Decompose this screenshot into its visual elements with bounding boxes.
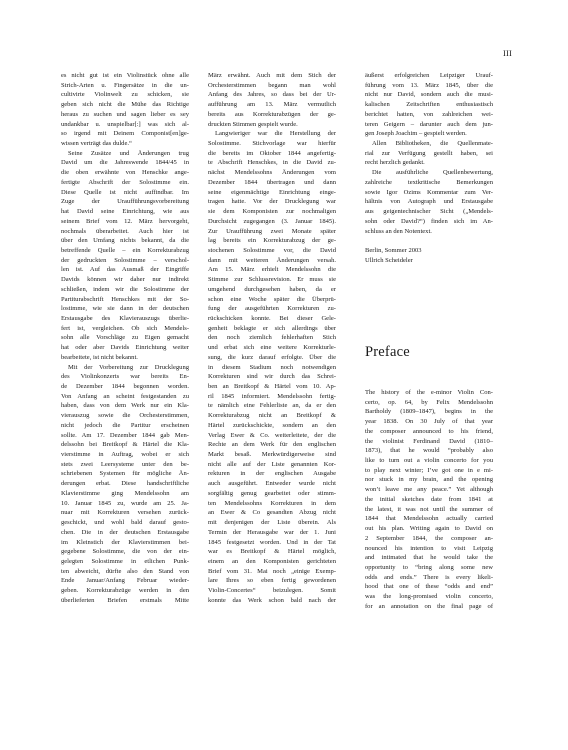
text-line: in diesem Stadium noch notwendigen (208, 363, 336, 371)
text-line: to play next winter; I’ve got one in e mi- (365, 466, 493, 474)
text-line: Zur Uraufführung zwei Monate später (208, 227, 336, 235)
text-line: hat oder aber Davids Einrichtung weiter (61, 344, 189, 352)
text-line: umgehend durchgesehen haben, da er (208, 285, 336, 293)
text-line: die oben erwähnte von Henschke ange- (61, 169, 189, 177)
text-line: Durchsicht zugegangen (3. Januar 1845). (208, 217, 336, 225)
text-line: tragen hatte. Vor der Drucklegung war (208, 198, 336, 206)
text-line: David um die Jahreswende 1844/45 in (61, 159, 189, 167)
text-line: es nicht gut ist ein Violinstück ohne alle (61, 72, 189, 79)
text-line: Bartholdy (1809–1847), begins in the (365, 408, 493, 416)
text-line: 1845 festgesetzt worden. Und in der Tat (208, 538, 336, 546)
text-line: rial zur Verfügung gestellt haben, sei (365, 149, 493, 157)
text-line: Termin der Herausgabe war der 1. Juni (208, 528, 336, 536)
text-line: vierauszug sowie die Orchesterstimmen, (61, 412, 189, 420)
text-line: lare Ihres so eben fertig gewordenen (208, 577, 336, 585)
text-line: äußerst erfolgreichen Leipziger Urauf- (365, 72, 493, 79)
text-line: won’t leave me any peace.” Yet although (365, 486, 493, 494)
text-line: undankbar u. unspielbar[:] was sich al- (61, 120, 189, 128)
text-line: sollte. Am 17. Dezember 1844 gab Men- (61, 431, 189, 439)
preface-heading: Preface (365, 344, 410, 360)
text-line: fertigte Abschrift der Solostimme ein. (61, 178, 189, 186)
text-line: Härtel zurückschickte, sondern an den (208, 421, 336, 429)
text-line: out his plan. Writing again to David on (365, 525, 493, 533)
text-line: and intimated that he would take the (365, 554, 493, 562)
text-line: Am 15. März erhielt Mendelssohn die (208, 266, 336, 274)
text-line: konnte das Werk schon bald nach der (208, 596, 336, 604)
text-line: im Kleinstich der Klavierstimmen bei- (61, 538, 189, 546)
text-line: seine eigenmächtige Einrichtung einge- (208, 188, 336, 196)
text-line: for an annotation on the final page of (365, 602, 493, 610)
text-line: nounced his intention to visit Leipzig (365, 544, 493, 552)
text-line: The history of the e-minor Violin Con- (365, 389, 493, 396)
text-line: nicht jedoch die Partitur erscheinen (61, 421, 189, 429)
text-line: Violin-Concertes“ beizulegen. Somit (208, 587, 336, 595)
text-line: opportunity to “bring along some new (365, 563, 493, 571)
text-line: kalischen Zeitschriften enthusiastisch (365, 101, 493, 109)
text-line: nor stuck in my brain, and the opening (365, 476, 493, 484)
text-column-right-preface (365, 388, 493, 612)
text-line: certo, op. 64, by Felix Mendelssohn (365, 398, 493, 406)
text-line: geschickt, und wohl bald darauf gesto- (61, 519, 189, 527)
text-line: Partiturabschrift Henschkes mit der So- (61, 295, 189, 303)
text-line: te nämlich eine Fehlerliste an, da er den (208, 402, 336, 410)
text-line: dann mit weiteren Änderungen versah. (208, 256, 336, 264)
text-line: Dezember 1844 übertragen und dann (208, 178, 336, 186)
text-column-left (61, 71, 189, 606)
text-line: die bereits im Oktober 1844 angefertig- (208, 149, 336, 157)
text-line: gelegten Solostimme in etlichen Punk- (61, 557, 189, 565)
text-line: bereits aus Korrekturabzügen der ge- (208, 110, 336, 118)
text-line: Langwieriger war die Herstellung der (215, 130, 336, 138)
text-line: den noch ziemlich fehlerhaften Stich (208, 334, 336, 342)
text-line: 10. Januar 1845 zu, wurde am 25. Ja- (61, 499, 189, 507)
text-line: sorgfältig genug gearbeitet oder stimm- (208, 489, 336, 497)
text-line: 1844 that Mendelssohn actually carried (365, 515, 493, 523)
text-line: Mit der Vorbereitung zur Drucklegung (68, 363, 189, 371)
text-line: cultivirte Violinwelt zu schicken, sie (61, 91, 189, 99)
text-line: Allen Bibliotheken, die Quellenmate- (372, 140, 493, 148)
text-line: ben an Breitkopf & Härtel vom 10. Ap- (208, 383, 336, 390)
text-line: einem an den Komponisten gerichteten (208, 557, 336, 565)
text-line: berichtet hatten, von zahlreichen wei- (365, 110, 493, 118)
text-line: the violinist Ferdinand David (1810– (365, 437, 493, 445)
text-column-right (365, 71, 493, 265)
text-line: lag bereits ein Korrekturabzug der ge- (208, 237, 336, 245)
text-line: sie dem Komponisten zur nochmaligen (208, 208, 336, 216)
text-line: de Dezember 1844 begonnen worden. (61, 383, 189, 390)
text-line: 1873), that he would “probably also (365, 447, 493, 455)
text-line: nächst Mendelssohns Änderungen vom (208, 169, 336, 177)
text-line: hat David seine Einrichtung, wie aus (61, 208, 189, 216)
text-line: des Violinkonzerts war bereits En- (61, 373, 189, 381)
text-line: über den Umfang nichts bekannt, da die (61, 237, 189, 245)
text-line: gegebene Solostimme, die von der ein- (61, 548, 189, 556)
text-line: schließen, indem wir die Solostimme der (61, 285, 189, 293)
page-number: III (503, 49, 512, 58)
text-line: Klavierstimme ging Mendelssohn am (61, 489, 189, 497)
text-line: Verlag Ewer & Co. weiterleitete, der die (208, 431, 336, 439)
text-line: Korrekturen sind wir durch das Schrei- (208, 373, 336, 381)
text-line: druckten Stimmen gespielt wurde. (208, 120, 298, 128)
text-line: nochmals überarbeitet. Auch hier ist (61, 227, 189, 235)
text-line: so irgend mit Deinem Componist[en]ge- (61, 130, 189, 138)
text-line: schriebenen Systemen für mögliche Än- (61, 470, 189, 478)
text-line: führung vom 13. März 1845, über die (365, 81, 493, 89)
text-line: odds and ends.” There is every likeli- (365, 573, 493, 581)
text-line: aus geigentechnischer Sicht („Mendels- (365, 208, 493, 216)
text-line: geben. Korrekturabzüge werden in den (61, 587, 189, 595)
text-line: chen. Die in der deutschen Erstausgabe (61, 528, 189, 536)
text-line: Solostimme. Stichvorlage war hierfür (208, 140, 336, 148)
text-line: sowie Igor Ozims Kommentar zum Ver- (365, 188, 493, 196)
text-line: Stimme zur Schlussrevision. Er muss sie (208, 276, 336, 284)
text-line: 2 September 1844, the composer an- (365, 534, 493, 542)
text-line: Anfang des Jahres, so dass bei der Ur- (208, 91, 336, 99)
text-line: genheit beklagte er sich allerdings über (208, 324, 336, 332)
text-line: was the long-promised violin concerto, (365, 593, 493, 601)
text-line: März erwähnt. Auch mit dem Stich der (208, 72, 336, 79)
signature-author: Ullrich Scheideler (365, 256, 413, 264)
text-line: Brief vom 31. Mai noch „einige Exemp- (208, 567, 336, 575)
text-line: the latest, it was not until the summer of (365, 505, 493, 513)
text-line: heraus zu suchen und sagen lieber es sey (61, 110, 189, 118)
text-line: vierstimme in Auftrag, wobei er sich (61, 451, 189, 459)
text-line: betreffende Quelle – ein Korrekturabzug (61, 246, 189, 254)
text-line: Seine Zusätze und Änderungen trug (68, 149, 189, 157)
text-line: sung, die kurz darauf erfolgte. Über die (208, 353, 336, 361)
text-line: nicht alle auf der Liste genannten Kor- (208, 460, 336, 468)
text-line: mit denjenigen der Liste überein. Als (208, 519, 336, 527)
text-line: hältnis von Autograph und Erstausgabe (365, 198, 493, 206)
text-line: ril 1845 informiert. Mendelssohn fertig- (208, 392, 336, 400)
text-line: Erstausgabe des Klavierauszugs überlie- (61, 314, 189, 322)
text-line: bearbeitete, ist nicht bekannt. (61, 353, 138, 361)
text-line: haben, dass von dem Werk nur ein Kla- (61, 402, 189, 410)
text-line: nuar mit Korrekturen versehen zurück- (61, 509, 189, 517)
text-line: year 1838. On 30 July of that year (365, 418, 493, 426)
text-line: nicht nur David, sondern auch die musi- (365, 91, 493, 99)
text-line: Strich-Arten u. Fingersätze in die un- (61, 81, 189, 89)
text-line: überlieferten Briefen erstmals Mitte (61, 596, 189, 604)
text-line: Die ausführliche Quellenbewertung, (372, 169, 493, 177)
text-line: stochenen Solostimme vor, die David (208, 246, 336, 254)
text-line: the composer announced to his friend, (365, 427, 493, 435)
text-line: derungen erbat. Diese handschriftliche (61, 480, 189, 488)
text-line: recht herzlich gedankt. (365, 159, 425, 167)
text-line: aufführung am 13. März vermutlich (208, 101, 336, 109)
text-line: fung der ausgeführten Korrekturen zu- (208, 305, 336, 313)
text-line: len ist. Auf das Ausmaß der Eingriffe (61, 266, 189, 274)
text-line: schluss an den Notentext. (365, 227, 432, 235)
signature-place-date: Berlin, Sommer 2003 (365, 246, 422, 254)
text-line: Markt besaß. Merkwürdigerweise sind (208, 451, 336, 459)
text-line: an Ewer & Co gesandten Abzug nicht (208, 509, 336, 517)
text-line: Korrekturabzug nicht an Breitkopf & (208, 412, 336, 420)
text-line: Von Anfang an scheint festgestanden zu (61, 392, 189, 400)
text-column-middle (208, 71, 336, 606)
text-line: war es Breitkopf & Härtel möglich, (208, 548, 336, 556)
text-line: like to turn out a violin concerto for you (365, 457, 493, 465)
text-line: teren Geigern – darunter auch dem jun- (365, 120, 493, 128)
text-line: Diese Quelle ist nicht auffindbar. Im (61, 188, 189, 196)
text-line: geben sich nicht die Mühe das Richtige (61, 101, 189, 109)
text-line: fert ist, vergleichen. Ob sich Mendels- (61, 324, 189, 332)
text-line: Ende Januar/Anfang Februar wieder- (61, 577, 189, 585)
text-line: hood that one of these “odds and end” (365, 583, 493, 591)
text-line: ten Mendelssohns Korrekturen in dem (208, 499, 336, 507)
text-line: wissen verträgt das dulde.“ (61, 140, 132, 148)
text-line: ten abweicht, dürfte also den Stand von (61, 567, 189, 575)
text-line: sohn alle Vorschläge zu Eigen gemacht (61, 334, 189, 342)
text-line: rückschicken konnte. Bei dieser Gele- (208, 314, 336, 322)
text-line: zahlreiche textkritische Bemerkungen (365, 178, 493, 186)
text-line: delssohn bei Breitkopf & Härtel die Kla- (61, 441, 189, 449)
text-line: gen Joseph Joachim – gespielt werden. (365, 130, 467, 138)
text-line: Zuge der Uraufführungsvorbereitung (61, 198, 189, 206)
text-line: der gedruckten Solostimme – verschol- (61, 256, 189, 264)
text-line: sohn oder David?“) finden sich im An- (365, 217, 493, 225)
text-line: auch ausgeführt. Entweder wurde nicht (208, 480, 336, 488)
text-line: the initial sketches date from 1841 at (365, 495, 493, 503)
text-line: Davids können wir daher nur indirekt (61, 276, 189, 284)
text-line: Orchesterstimmen begann man wohl (208, 81, 336, 89)
text-line: rekturen in der englischen Ausgabe (208, 470, 336, 478)
text-line: te Abschrift Henschkes, in die David zu- (208, 159, 336, 167)
text-line: Rechte an dem Werk für den englischen (208, 441, 336, 449)
text-line: seinem Brief vom 12. März hervorgeht, (61, 217, 189, 225)
text-line: stets zwei Leersysteme unter den be- (61, 460, 189, 468)
text-line: schon eine Woche später die Überprü- (208, 295, 336, 303)
text-line: lostimme, wie sie dann in der deutschen (61, 305, 189, 313)
text-line: und erbat sich eine weitere Korrekturle- (208, 344, 336, 352)
